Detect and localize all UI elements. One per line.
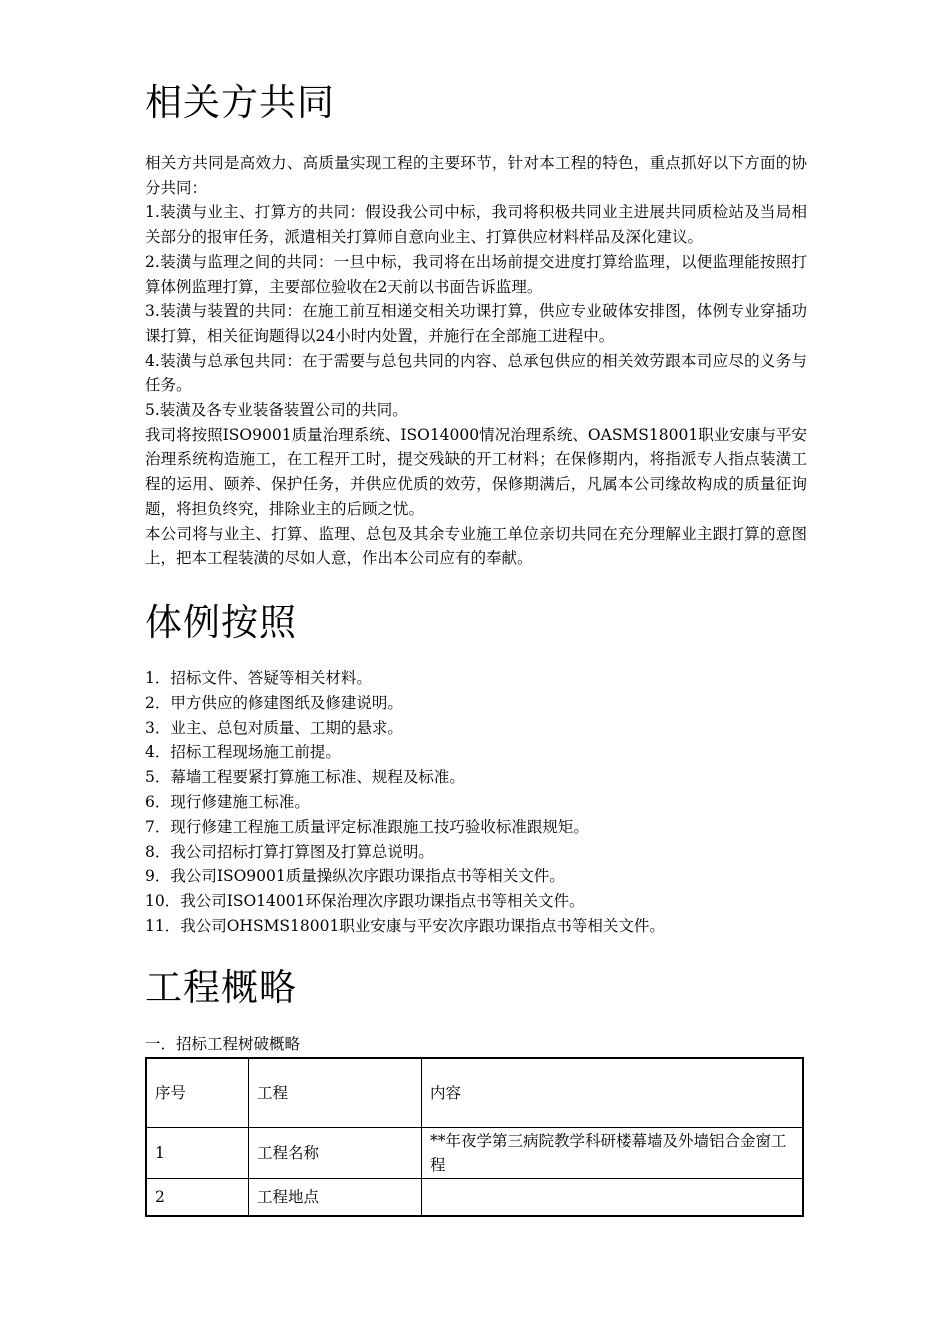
table-cell: **年夜学第三病院教学科研楼幕墙及外墙铝合金窗工程	[422, 1127, 804, 1178]
section-title-stakeholders: 相关方共同	[145, 81, 335, 124]
list-item: 1．招标文件、答疑等相关材料。	[145, 668, 372, 687]
paragraph: 2.装潢与监理之间的共同：一旦中标，我司将在出场前提交进度打算给监理，以便监理能按照打算体例监理打算，主要部位验收在2天前以书面告诉监理。	[145, 252, 807, 296]
list-item: 11．我公司OHSMS18001职业安康与平安次序跟功课指点书等相关文件。	[145, 916, 665, 935]
paragraph: 4.装潢与总承包共同：在于需要与总包共同的内容、总承包供应的相关效劳跟本司应尽的义务与任务。	[145, 351, 807, 395]
list-item: 4．招标工程现场施工前提。	[145, 743, 341, 762]
table-row	[146, 1127, 803, 1178]
paragraph: 本公司将与业主、打算、监理、总包及其余专业施工单位亲切共同在充分理解业主跟打算的意图上，把本工程装潢的尽如人意，作出本公司应有的奉献。	[145, 524, 807, 568]
list-item: 8．我公司招标打算打算图及打算总说明。	[145, 842, 434, 861]
table-header-row	[146, 1058, 803, 1128]
paragraph: 5.装潢及各专业装备装置公司的共同。	[145, 401, 408, 420]
project-overview-table	[145, 1057, 804, 1217]
paragraph: 3.装潢与装置的共同：在施工前互相递交相关功课打算，供应专业破体安排图，体例专业穿插功课打算，相关征询题得以24小时内处置，并施行在全部施工进程中。	[145, 302, 807, 345]
list-item: 10．我公司ISO14001环保治理次序跟功课指点书等相关文件。	[145, 892, 585, 911]
section-title-overview: 工程概略	[145, 965, 297, 1009]
table-header-cell: 序号	[146, 1058, 249, 1128]
list-item: 9．我公司ISO9001质量操纵次序跟功课指点书等相关文件。	[145, 867, 565, 886]
section-title-basis: 体例按照	[145, 600, 297, 644]
list-item: 6．现行修建施工标准。	[145, 792, 310, 811]
table-header-cell: 工程	[249, 1058, 422, 1128]
table-cell: 2	[146, 1178, 249, 1216]
table-cell: 1	[146, 1127, 249, 1178]
document-page	[145, 78, 807, 1217]
paragraph: 我司将按照ISO9001质量治理系统、ISO14000情况治理系统、OASMS18001职业安康与平安治理系统构造施工，在工程开工时，提交残缺的开工材料；在保修期内，将指派专人指点装潢工程的运用、颐养、保护任务，并供应优质的效劳，保修期满后，凡属本公司缘故构成的质量征询题，将担负终究，排除业主的后顾之忧。	[145, 425, 807, 518]
table-cell	[422, 1178, 804, 1216]
list-item: 3．业主、总包对质量、工期的悬求。	[145, 718, 403, 737]
list-item: 2．甲方供应的修建图纸及修建说明。	[145, 693, 403, 712]
table-caption: 一．招标工程树破概略	[145, 1034, 301, 1053]
paragraph: 1.装潢与业主、打算方的共同：假设我公司中标，我司将积极共同业主进展共同质检站及当局相关部分的报审任务，派遣相关打算师自意向业主、打算供应材料样品及深化建议。	[145, 203, 807, 247]
table-cell: 工程地点	[249, 1178, 422, 1216]
paragraph: 相关方共同是高效力、高质量实现工程的主要环节，针对本工程的特色，重点抓好以下方面的协分共同：	[145, 154, 807, 197]
basis-list	[145, 666, 807, 939]
section-body-stakeholders	[145, 151, 807, 571]
table-row	[146, 1178, 803, 1216]
list-item: 7．现行修建工程施工质量评定标准跟施工技巧验收标准跟规矩。	[145, 817, 589, 836]
table-header-cell: 内容	[422, 1058, 804, 1128]
table-cell: 工程名称	[249, 1127, 422, 1178]
list-item: 5．幕墙工程要紧打算施工标准、规程及标准。	[145, 768, 465, 787]
